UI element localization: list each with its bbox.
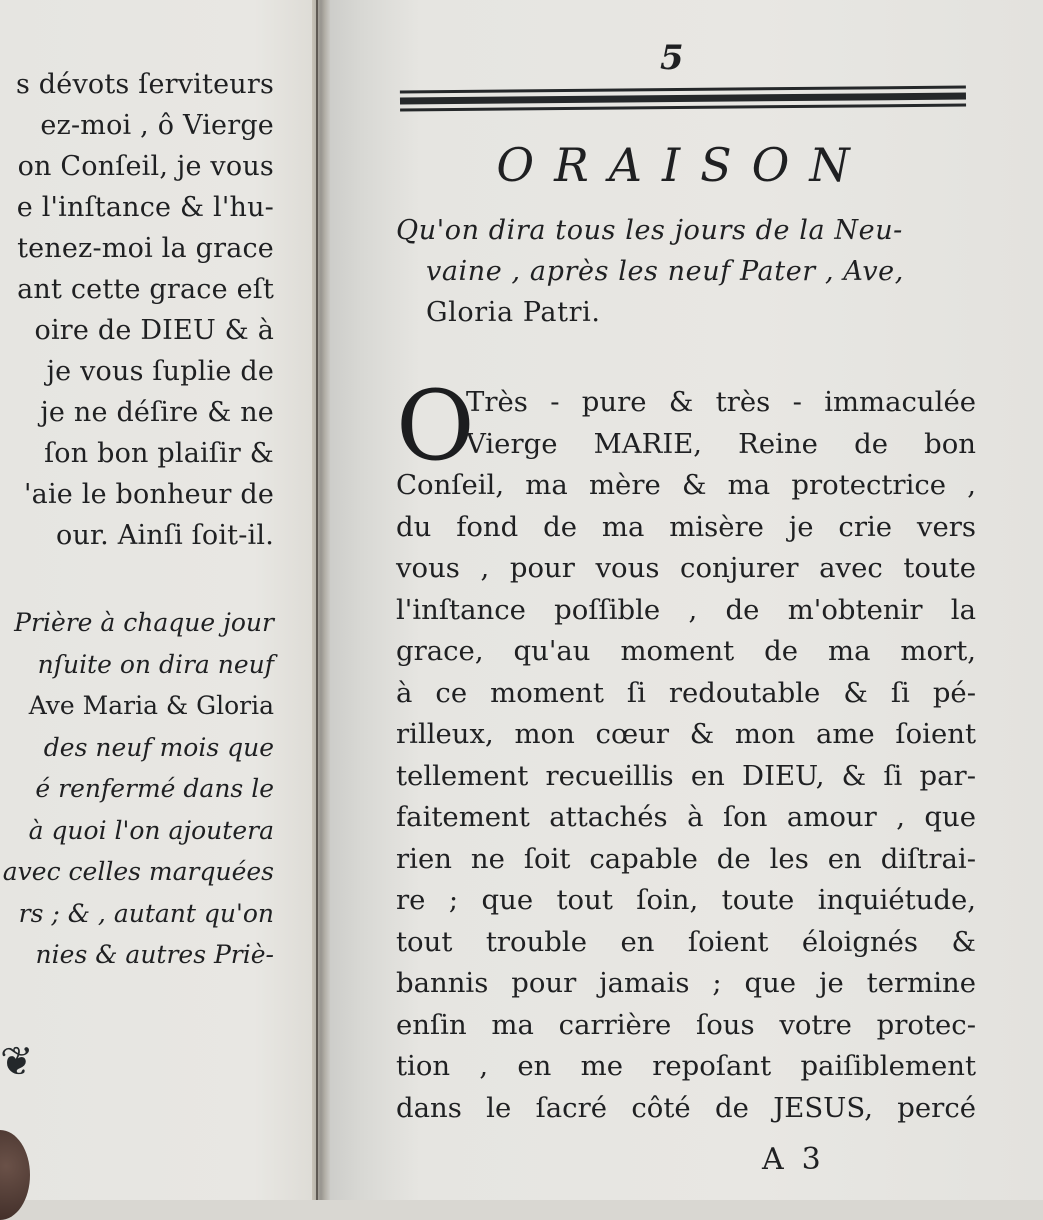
drop-cap-initial: O — [396, 370, 475, 482]
text-line: Conſeil, ma mère & ma protectrice , — [396, 469, 976, 501]
text-line: nſuite on dira neuf — [37, 649, 274, 679]
left-page-italic-instructions — [0, 602, 274, 976]
header-rule-divider — [400, 86, 966, 116]
rule-line — [400, 104, 966, 112]
text-line: tenez-moi la grace — [17, 233, 274, 264]
text-line: Très - pure & très - immaculée — [466, 386, 976, 418]
text-line: ant cette grace eſt — [17, 274, 274, 305]
text-line: enſin ma carrière ſous votre protec- — [396, 1008, 976, 1041]
text-line: rs ; & , autant qu'on — [18, 898, 274, 928]
text-line: grace, qu'au moment de ma mort, — [396, 635, 976, 667]
text-line: e l'inſtance & l'hu- — [16, 192, 274, 223]
text-line: à quoi l'on ajoutera — [28, 815, 274, 845]
left-page — [0, 0, 318, 1200]
prayer-body — [396, 382, 976, 1129]
text-line: bannis pour jamais ; que je termine — [396, 967, 976, 999]
finger-shadow — [0, 1130, 30, 1220]
text-line: rien ne ſoit capable de les en diſtrai- — [396, 842, 976, 875]
text-line: l'inſtance poſſible , de m'obtenir la — [396, 593, 976, 626]
text-line: tellement recueillis en DIEU, & ſi par- — [396, 759, 976, 792]
gutter-fold-line — [316, 0, 318, 1200]
text-line: rilleux, mon cœur & mon ame ſoient — [396, 718, 976, 750]
signature-letter: A — [762, 1142, 784, 1177]
rule-line — [400, 93, 966, 105]
text-line: ez-moi , ô Vierge — [40, 110, 274, 141]
printer-ornament-icon: ❦ — [0, 1039, 34, 1085]
subtitle-line: vaine , après les neuf Pater , Ave, — [426, 256, 904, 287]
text-line: Ave Maria & Gloria — [28, 691, 274, 720]
text-line: our. Ainſi ſoit-il. — [56, 520, 274, 551]
signature-mark — [762, 1142, 839, 1177]
text-line: je ne déſire & ne — [40, 397, 274, 428]
text-line: du fond de ma misère je crie vers — [396, 510, 976, 543]
signature-number: 3 — [801, 1142, 821, 1177]
text-line: dans le ſacré côté de JESUS, percé — [396, 1091, 976, 1124]
text-line: s dévots ſerviteurs — [15, 69, 274, 100]
text-line: oire de DIEU & à — [34, 315, 274, 346]
left-page-prayer-ending — [0, 64, 274, 556]
text-line: nies & autres Priè- — [35, 940, 274, 969]
section-subtitle — [396, 210, 976, 333]
text-line: vous , pour vous conjurer avec toute — [396, 552, 976, 584]
text-line: je vous ſuplie de — [46, 356, 274, 387]
text-line: à ce moment ſi redoutable & ſi pé- — [396, 676, 976, 709]
text-line: Prière à chaque jour — [14, 608, 274, 637]
subtitle-line: Qu'on dira tous les jours de la Neu- — [396, 215, 903, 246]
page-number: 5 — [660, 38, 684, 78]
text-line: ſon bon plaiſir & — [44, 438, 274, 469]
text-line: é renfermé dans le — [35, 774, 274, 803]
text-line: des neuf mois que — [43, 732, 274, 762]
text-line: Vierge MARIE, Reine de bon — [466, 427, 976, 460]
text-line: 'aie le bonheur de — [24, 479, 274, 510]
text-line: avec celles marquées — [2, 857, 274, 886]
text-line: re ; que tout ſoin, toute inquiétude, — [396, 884, 976, 916]
text-line: on Conſeil, je vous — [17, 151, 274, 182]
text-line: tion , en me repoſant paiſiblement — [396, 1050, 976, 1082]
subtitle-line: Gloria Patri. — [426, 297, 601, 328]
text-line: tout trouble en ſoient éloignés & — [396, 925, 976, 958]
book-gutter — [312, 0, 330, 1200]
text-line: faitement attachés à ſon amour , que — [396, 801, 976, 833]
section-title: ORAISON — [496, 138, 870, 192]
